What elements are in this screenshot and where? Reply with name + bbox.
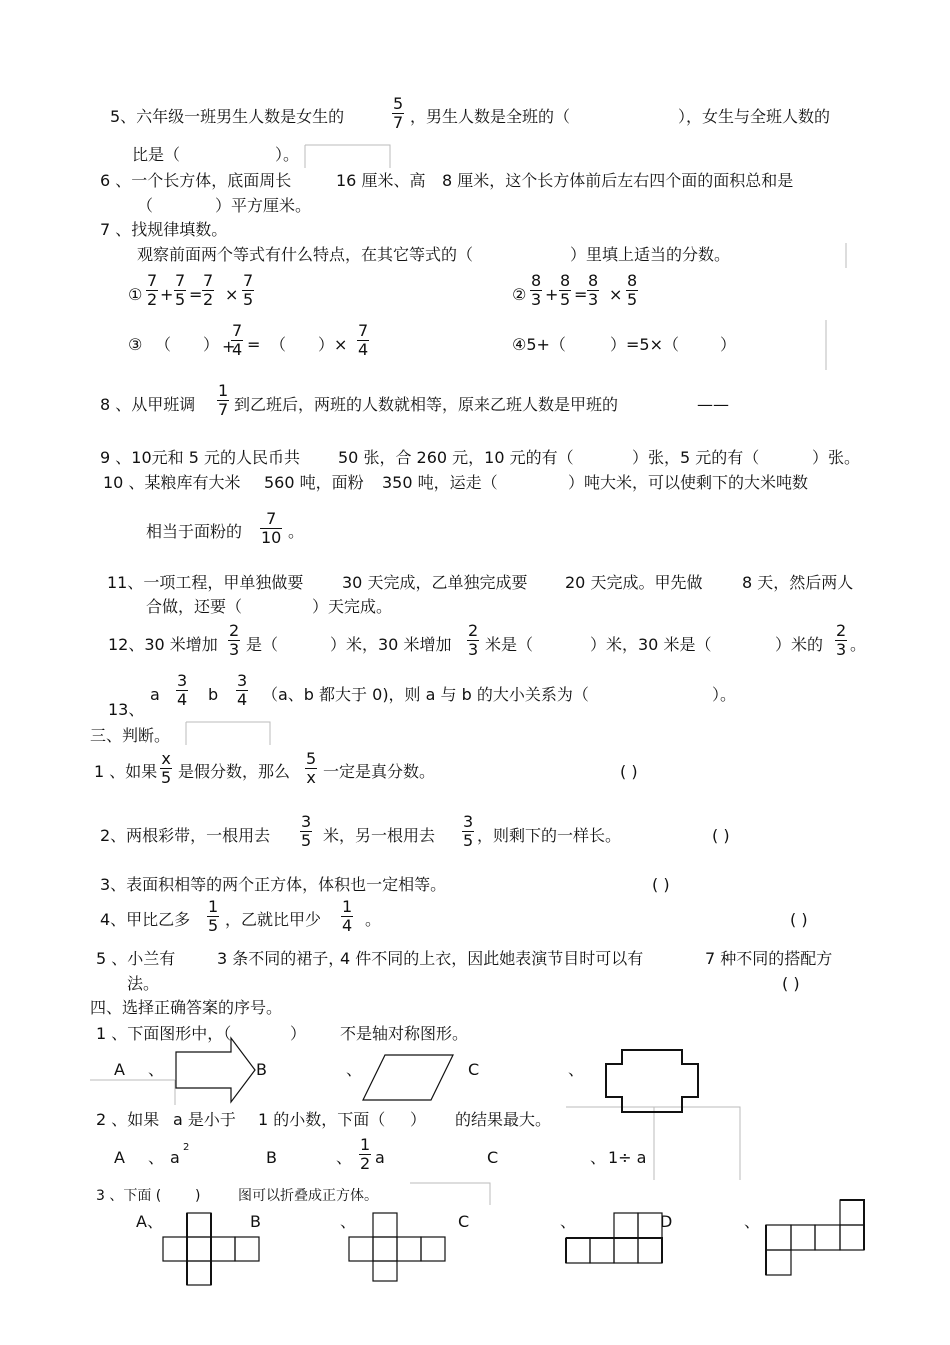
q12-fraction-1: 2 3 [229,621,240,659]
q7-eq3-rparen: ） [203,335,220,354]
s4-q3-option-d[interactable]: D [660,1212,673,1231]
q7-eq3-frac2: 7 4 [358,321,369,359]
q10-text-d: ）吨大米，可以使剩下的大米吨数 [568,473,809,492]
q8-text-b: 到乙班后，两班的人数就相等，原来乙班人数是甲班的 [234,395,619,414]
s3-q3-answer[interactable]: ( ) [652,875,670,894]
q13-var-b: b [208,685,219,704]
scan-artifact-line-5 [90,1080,175,1105]
s3-q5-text-a: 5 、小兰有 [96,949,176,968]
s4-q1-text-a: 1 、下面图形中，（ [96,1024,232,1043]
scan-artifact-line-7 [410,1183,490,1205]
s4-q1-option-b[interactable]: B [256,1060,267,1079]
q10-text-c: 350 吨，运走（ [382,473,498,492]
s3-q2-text-a: 2、两根彩带，一根用去 [100,826,271,845]
q7-eq3-frac1: 7 4 [232,321,243,359]
q5-text-b: ，男生人数是全班的（ [410,107,571,126]
s4-q2-option-a[interactable]: A [114,1148,125,1167]
s4-q2-option-b[interactable]: B [266,1148,277,1167]
q5-text-a: 5、六年级一班男生人数是女生的 [110,107,345,126]
q8-answer-line: —— [697,395,729,414]
q7-eq4-c: ） [720,335,737,354]
s4-q3-option-b[interactable]: B [250,1212,261,1231]
cross-shape [606,1050,698,1112]
q10-text-e: 相当于面粉的 [146,522,243,541]
q7-eq2-frac2: 8 5 [560,271,571,309]
q10-text-g: 。 [288,522,305,541]
s4-q3-option-a[interactable]: A、 [136,1212,163,1231]
q7-eq4-b: ）=5×（ [610,335,679,354]
s3-q2-answer[interactable]: ( ) [712,826,730,845]
s4-q2-text-c: 1 的小数，下面（ [258,1110,386,1129]
q11-text-c: 20 天完成。甲先做 [565,573,703,592]
q7-text-a: 7 、找规律填数。 [100,220,228,239]
s3-q1-text-b: 是假分数，那么 [178,762,291,781]
q7-eq3-times: ）× [318,335,348,354]
q7-text-c: ）里填上适当的分数。 [570,245,731,264]
q7-eq1-frac4: 7 5 [243,271,254,309]
s3-q1-text-c: 一定是真分数。 [323,762,436,781]
q12-text-d: 米是（ [485,635,534,654]
q11-text-e: 合做，还要（ [146,597,243,616]
q7-eq2-equals: = [574,285,588,304]
q7-text-b: 观察前面两个等式有什么特点，在其它等式的（ [137,245,474,264]
q7-eq3-lparen: （ [155,335,172,354]
q7-eq2-frac4: 8 5 [627,271,638,309]
s4-q2-text-d: ） [410,1110,427,1129]
s3-q5-text-d: 7 种不同的搭配方 [705,949,833,968]
s4-q1-sep-c: 、 [568,1060,585,1079]
q10-text-a: 10 、某粮库有大米 [103,473,241,492]
q6-text-b: 16 厘米、高 [336,171,426,190]
q7-eq3-equals: = [247,335,261,354]
q7-eq1-times: × [225,285,239,304]
q7-eq1-mark: ① [128,285,143,304]
s4-q3-sep-c: 、 [560,1212,577,1231]
q7-eq1-equals: = [189,285,203,304]
q7-eq3-lparen2: （ [270,335,287,354]
s3-q2-text-b: 米，另一根用去 [323,826,436,845]
q7-eq1-frac2: 7 5 [175,271,186,309]
s4-q1-sep-b: 、 [346,1060,363,1079]
q12-text-a: 12、30 米增加 [108,635,218,654]
s4-q1-text-c: 不是轴对称图形。 [340,1024,469,1043]
q13-fraction-2: 3 4 [237,671,248,709]
q8-fraction: 1 7 [218,381,229,419]
section4-title: 四、选择正确答案的序号。 [90,998,283,1017]
cube-net-a-emphasis [187,1213,211,1285]
q5-text-e: ）。 [275,145,300,164]
q7-eq2-plus: + [545,285,559,304]
q7-eq1-frac3: 7 2 [203,271,214,309]
q7-eq4-a: ④5+（ [512,335,566,354]
q10-text-b: 560 吨，面粉 [264,473,364,492]
s4-q2-option-c[interactable]: C [487,1148,499,1167]
q5-fraction: 5 7 [393,94,404,132]
s4-q3-text-a: 3 、下面 ( [96,1188,162,1204]
s3-q5-text-e: 法。 [127,974,160,993]
q12-text-e: ）米，30 米是（ [590,635,712,654]
scan-artifact-box-4 [186,722,270,745]
q13-text-e: ）。 [712,685,737,704]
s4-q1-sep-a: 、 [148,1060,165,1079]
s3-q5-answer[interactable]: ( ) [782,974,800,993]
s4-q1-option-a[interactable]: A [114,1060,125,1079]
q5-text-d: 比是（ [132,145,181,164]
q12-text-f: ）米的 [775,635,824,654]
s4-q2-sep-b: 、 [336,1148,353,1167]
q6-text-e: ）平方厘米。 [215,196,312,215]
s3-q4-fraction-2: 1 4 [342,897,353,935]
s4-q2-option-a-exp: 2 [183,1142,190,1153]
s4-q2-text-e: 的结果最大。 [455,1110,552,1129]
arrow-shape [176,1038,255,1102]
scan-artifact-line-6 [566,1107,740,1180]
q13-number: 13、 [108,700,145,719]
s3-q3-text: 3、表面积相等的两个正方体，体积也一定相等。 [100,875,447,894]
s3-q1-fraction-1: x 5 [161,749,172,787]
s3-q1-answer[interactable]: ( ) [620,762,638,781]
s4-q3-sep-b: 、 [340,1212,357,1231]
s4-q2-option-b-expr: a [375,1148,385,1167]
s3-q5-text-c: 4 件不同的上衣，因此她表演节目时可以有 [340,949,644,968]
section3-title: 三、判断。 [90,726,171,745]
s4-q2-option-c-expr: 1÷ a [608,1148,647,1167]
cube-net-b [349,1213,445,1281]
s4-q1-text-b: ） [290,1024,307,1043]
q12-text-c: ）米，30 米增加 [330,635,452,654]
q6-text-d: （ [137,196,154,215]
q12-text-g: 。 [850,635,867,654]
s4-q2-sep-a: 、 [148,1148,165,1167]
s3-q2-fraction-1: 3 5 [301,812,312,850]
q11-text-b: 30 天完成，乙单独完成要 [342,573,528,592]
q12-fraction-3: 2 3 [836,621,847,659]
s3-q4-fraction-1: 1 5 [208,897,219,935]
s4-q2-option-a-expr: a [170,1148,180,1167]
cube-net-d [766,1200,864,1275]
q7-eq1-plus: + [160,285,174,304]
q7-eq1-frac1: 7 2 [147,271,158,309]
s3-q4-text-a: 4、甲比乙多 [100,910,191,929]
s3-q4-answer[interactable]: ( ) [790,910,808,929]
q5-text-c: ），女生与全班人数的 [678,107,831,126]
s4-q3-text-b: ) [195,1188,201,1204]
q9-text-c: ）张，5 元的有（ [632,448,760,467]
q8-text-a: 8 、从甲班调 [100,395,196,414]
q7-eq3-plus: + [222,337,236,356]
q12-text-b: 是（ [246,635,279,654]
q7-eq2-mark: ② [512,285,527,304]
q7-eq2-times: × [609,285,623,304]
s4-q2-sep-c: 、 [590,1148,607,1167]
q10-fraction: 7 10 [261,509,282,547]
s4-q2-option-b-fraction: 1 2 [360,1135,371,1173]
s4-q3-sep-d: 、 [744,1212,761,1231]
s3-q1-fraction-2: 5 x [306,749,317,787]
q9-text-a: 9 、10元和 5 元的人民币共 [100,448,300,467]
parallelogram-shape [363,1055,453,1100]
s3-q2-text-c: ，则剩下的一样长。 [477,826,622,845]
s4-q3-option-c[interactable]: C [458,1212,470,1231]
s3-q5-text-b: 3 条不同的裙子， [217,949,345,968]
q13-fraction-1: 3 4 [177,671,188,709]
s3-q2-fraction-2: 3 5 [463,812,474,850]
s4-q1-option-c[interactable]: C [468,1060,480,1079]
q7-eq3-mark: ③ [128,335,143,354]
s3-q1-text-a: 1 、如果 [94,762,158,781]
scan-artifact-box-1 [305,145,390,168]
q6-text-a: 6 、一个长方体，底面周长 [100,171,292,190]
q13-text-d: （a、b 都大于 0)，则 a 与 b 的大小关系为（ [262,685,589,704]
q9-text-d: ）张。 [812,448,861,467]
q12-fraction-2: 2 3 [468,621,479,659]
s3-q4-text-c: 。 [365,910,382,929]
q11-text-d: 8 天，然后两人 [742,573,854,592]
s4-q2-text-b: a 是小于 [173,1110,236,1129]
q6-text-c: 8 厘米，这个长方体前后左右四个面的面积总和是 [442,171,794,190]
q11-text-a: 11、一项工程，甲单独做要 [107,573,304,592]
s3-q4-text-b: ，乙就比甲少 [225,910,322,929]
q9-text-b: 50 张，合 260 元，10 元的有（ [338,448,574,467]
q7-eq2-frac1: 8 3 [531,271,542,309]
q13-var-a: a [150,685,160,704]
q7-eq2-frac3: 8 3 [588,271,599,309]
q11-text-f: ）天完成。 [312,597,393,616]
s4-q2-text-a: 2 、如果 [96,1110,160,1129]
s4-q3-text-c: 图可以折叠成正方体。 [238,1188,378,1204]
